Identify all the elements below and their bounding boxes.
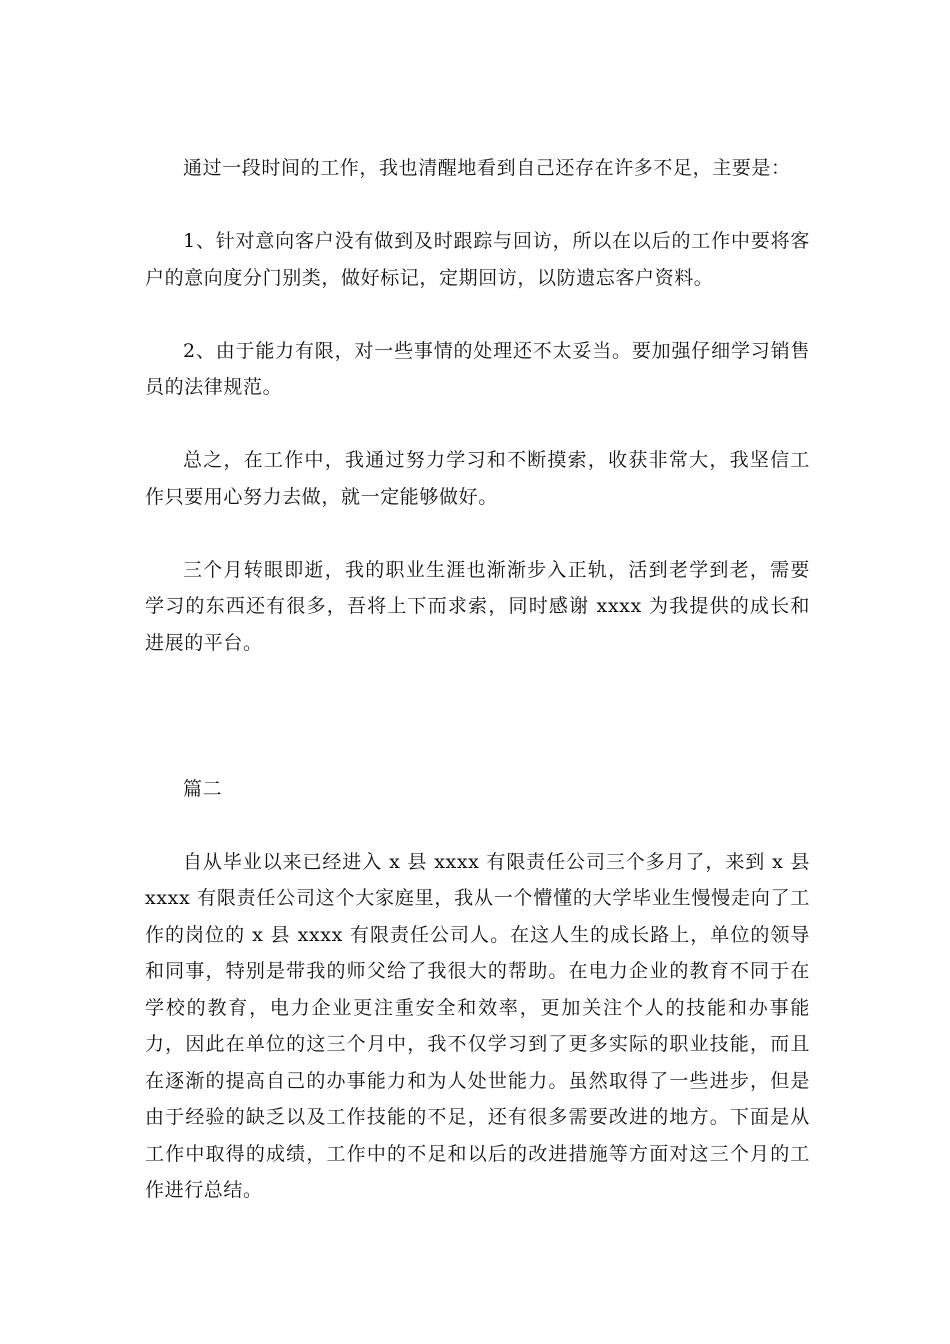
paragraph-shortcomings-intro: 通过一段时间的工作，我也清醒地看到自己还存在许多不足，主要是： — [183, 157, 791, 179]
paragraph-point-1: 1、针对意向客户没有做到及时跟踪与回访，所以在以后的工作中要将客户的意向度分门别类，做好标记，定期回访，以防遗忘客户资料。 — [145, 230, 810, 289]
paragraph-summary: 总之，在工作中，我通过努力学习和不断摸索，收获非常大，我坚信工作只要用心努力去做，就一定能够做好。 — [145, 449, 810, 508]
paragraph-closing: 三个月转眼即逝，我的职业生涯也渐渐步入正轨，活到老学到老，需要学习的东西还有很多，吾将上下而求索，同时感谢 xxxx 为我提供的成长和进展的平台。 — [145, 558, 810, 654]
paragraph-section2-intro: 自从毕业以来已经进入 x 县 xxxx 有限责任公司三个多月了，来到 x 县 xxxx 有限责任公司这个大家庭里，我从一个懵懂的大学毕业生慢慢走向了工作的岗位的 x 县 xxxx 有限责任公司人。在这人生的成长路上，单位的领导和同事，特别是带我的师父给了我很大的帮助。在电力企业的教育不同于在学校的教育，电力企业更注重安全和效率，更加关注个人的技能和办事能力，因此在单位的这三个月中，我不仅学习到了更多实际的职业技能，而且在逐渐的提高自己的办事能力和为人处世能力。虽然取得了一些进步，但是由于经验的缺乏以及工作技能的不足，还有很多需要改进的地方。下面是从工作中取得的成绩，工作中的不足和以后的改进措施等方面对这三个月的工作进行总结。 — [145, 850, 810, 1201]
section-title: 篇二 — [183, 777, 223, 800]
document-body — [145, 150, 810, 1245]
section-spacer — [145, 698, 810, 771]
paragraph-point-2: 2、由于能力有限，对一些事情的处理还不太妥当。要加强仔细学习销售员的法律规范。 — [145, 339, 810, 398]
